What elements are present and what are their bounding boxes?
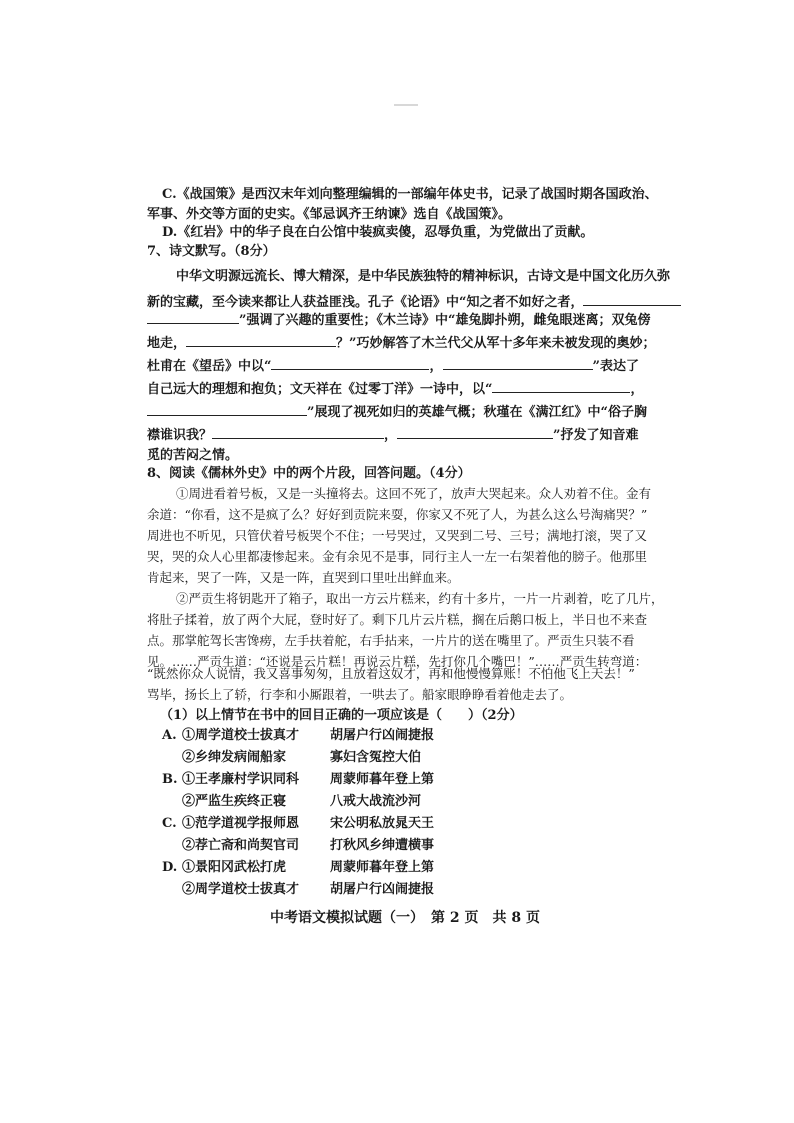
answer-blank[interactable]: [443, 358, 593, 370]
option-chapter: 胡屠户行凶闹捷报: [330, 728, 435, 743]
answer-blank[interactable]: [397, 427, 553, 439]
option-chapter: 胡屠户行凶闹捷报: [330, 882, 435, 897]
q7-line9: 觅的苦闷之情。: [147, 448, 239, 463]
q8-passage2-line: ②严贡生将钥匙开了箱子，取出一方云片糕来，约有十多片，一片一片剥着，吃了几片，: [176, 591, 664, 606]
q7-line7: [147, 404, 647, 419]
q8-passage2-line: “既然你众人说情，我又喜事匆匆，且放着这奴才，再和他慢慢算账！不怕他飞上天去！”: [147, 666, 635, 681]
q7-line2: [147, 294, 681, 309]
option-d-row2: [182, 883, 434, 896]
option-d[interactable]: [162, 861, 434, 874]
q7-line3: [147, 312, 650, 327]
q7-line5-text-b: ，: [429, 359, 443, 374]
q8-passage1-line: ①周进看着号板，又是一头撞将去。这回不死了，放声大哭起来。众人劝着不住。金有: [176, 486, 652, 501]
option-chapter: ②荐亡斋和尚契官司: [182, 838, 300, 853]
q6-option-d: D.《红岩》中的华子良在白公馆中装疯卖傻，忍辱负重，为党做出了贡献。: [162, 225, 594, 240]
q7-line8-text-b: ，: [384, 428, 398, 443]
answer-blank[interactable]: [147, 404, 307, 416]
q7-line5: [147, 358, 639, 373]
option-chapter: ①范学道视学报师恩: [182, 816, 300, 831]
q7-line7-text: ”展现了视死如归的英雄气概；秋瑾在《满江红》中“俗子胸: [307, 405, 647, 420]
q6-option-c-line1: C.《战国策》是西汉末年刘向整理编辑的一部编年体史书，记录了战国时期各国政治、: [162, 187, 658, 202]
option-chapter: ①周学道校士拔真才: [182, 728, 300, 743]
option-c[interactable]: [162, 817, 434, 830]
answer-blank[interactable]: [186, 335, 336, 347]
q7-line5-text-c: ”表达了: [592, 359, 639, 374]
q7-line8-text-a: 襟谁识我？: [147, 428, 213, 443]
answer-blank[interactable]: [212, 427, 384, 439]
option-chapter: ②周学道校士拔真才: [182, 882, 300, 897]
q8-passage1-line: 周进也不听见，只管伏着号板哭个不住；一号哭过，又哭到二号、三号；满地打滚，哭了又: [147, 528, 648, 543]
option-chapter: ②严监生疾终正寝: [182, 794, 287, 809]
option-chapter: 寡妇含冤控大伯: [330, 750, 422, 765]
answer-blank[interactable]: [147, 312, 239, 324]
q8-title: 8、阅读《儒林外史》中的两个片段，回答问题。（4分）: [147, 466, 471, 481]
option-chapter: ②乡绅发病闹船家: [182, 750, 287, 765]
q8-passage1-line: 哭，哭的众人心里都凄惨起来。金有余见不是事，同行主人一左一右架着他的膀子。他那里: [147, 549, 648, 564]
q7-line4: [147, 335, 656, 350]
option-chapter: 打秋风乡绅遭横事: [330, 838, 435, 853]
q7-line2-text: 新的宝藏，至今读来都让人获益匪浅。孔子《论语》中“知之者不如好之者，: [147, 295, 584, 310]
q8-passage1-line: 余道：“你看，这不是疯了么？好好到贡院来耍，你家又不死了人，为甚么这么号淘痛哭？”: [147, 507, 648, 522]
option-letter: B.: [162, 772, 178, 787]
page-footer: 中考语文模拟试题（一） 第 2 页 共 8 页: [270, 910, 540, 926]
q7-line8: [147, 427, 639, 442]
option-chapter: 周蒙师暮年登上第: [330, 860, 435, 875]
q6-option-c-line2: 军事、外交等方面的史实。《邹忌讽齐王纳谏》选自《战国策》。: [147, 207, 512, 222]
option-chapter: 八戒大战流沙河: [330, 794, 422, 809]
q7-title: 7、诗文默写。（8分）: [147, 244, 276, 259]
q7-line5-text-a: 杜甫在《望岳》中以“: [147, 359, 272, 374]
q7-line3-text: ”强调了兴趣的重要性；《木兰诗》中“雄兔脚扑朔，雌兔眼迷离；双兔傍: [239, 313, 651, 328]
option-chapter: ①景阳冈武松打虎: [182, 860, 287, 875]
option-chapter: 宋公明私放晁天王: [330, 816, 435, 831]
q8-passage1-line: 肯起来，哭了一阵，又是一阵，直哭到口里吐出鲜血来。: [147, 570, 460, 585]
option-chapter: ①王孝廉村学识同科: [182, 772, 300, 787]
option-b-row2: [182, 795, 421, 808]
answer-blank[interactable]: [271, 358, 429, 370]
option-letter: C.: [162, 816, 177, 831]
q8-passage2-line: 骂毕，扬长上了轿，行李和小厮跟着，一哄去了。船家眼睁睁看着他走去了。: [147, 687, 573, 702]
q8-sub1: （1）以上情节在书中的回目正确的一项应该是（ ）（2分）: [160, 708, 523, 723]
answer-blank[interactable]: [583, 294, 681, 306]
q7-line4-text-a: 地走，: [147, 336, 187, 351]
q8-passage2-line: 点。那掌舵驾长害馋痨，左手扶着舵，右手拈来，一片片的送在嘴里了。严贡生只装不看: [147, 633, 635, 648]
q8-passage2-line: 见。……严贡生道：“还说是云片糕！再说云片糕，先打你几个嘴巴！”……严贡生转弯道：: [147, 654, 648, 669]
q7-line6: [147, 381, 644, 396]
answer-blank[interactable]: [492, 381, 630, 393]
option-c-row2: [182, 839, 434, 852]
option-a[interactable]: [162, 729, 434, 742]
scan-mark: [394, 104, 418, 106]
option-a-row2: [182, 751, 421, 764]
q7-line6-text-a: 自己远大的理想和抱负；文天祥在《过零丁洋》一诗中，以“: [147, 382, 493, 397]
q7-line1: 中华文明源远流长、博大精深，是中华民族独特的精神标识，古诗文是中国文化历久弥: [176, 269, 671, 284]
q7-line8-text-c: ”抒发了知音难: [553, 428, 639, 443]
q7-line4-text-b: ？”巧妙解答了木兰代父从军十多年来未被发现的奥妙；: [336, 336, 656, 351]
q8-passage2-line: 将肚子揉着，放了两个大屁，登时好了。剩下几片云片糕，搁在后鹅口板上，半日也不来查: [147, 612, 648, 627]
option-b[interactable]: [162, 773, 434, 786]
option-chapter: 周蒙师暮年登上第: [330, 772, 435, 787]
q7-line6-text-b: ，: [630, 382, 644, 397]
option-letter: D.: [162, 860, 178, 875]
option-letter: A.: [162, 728, 177, 743]
